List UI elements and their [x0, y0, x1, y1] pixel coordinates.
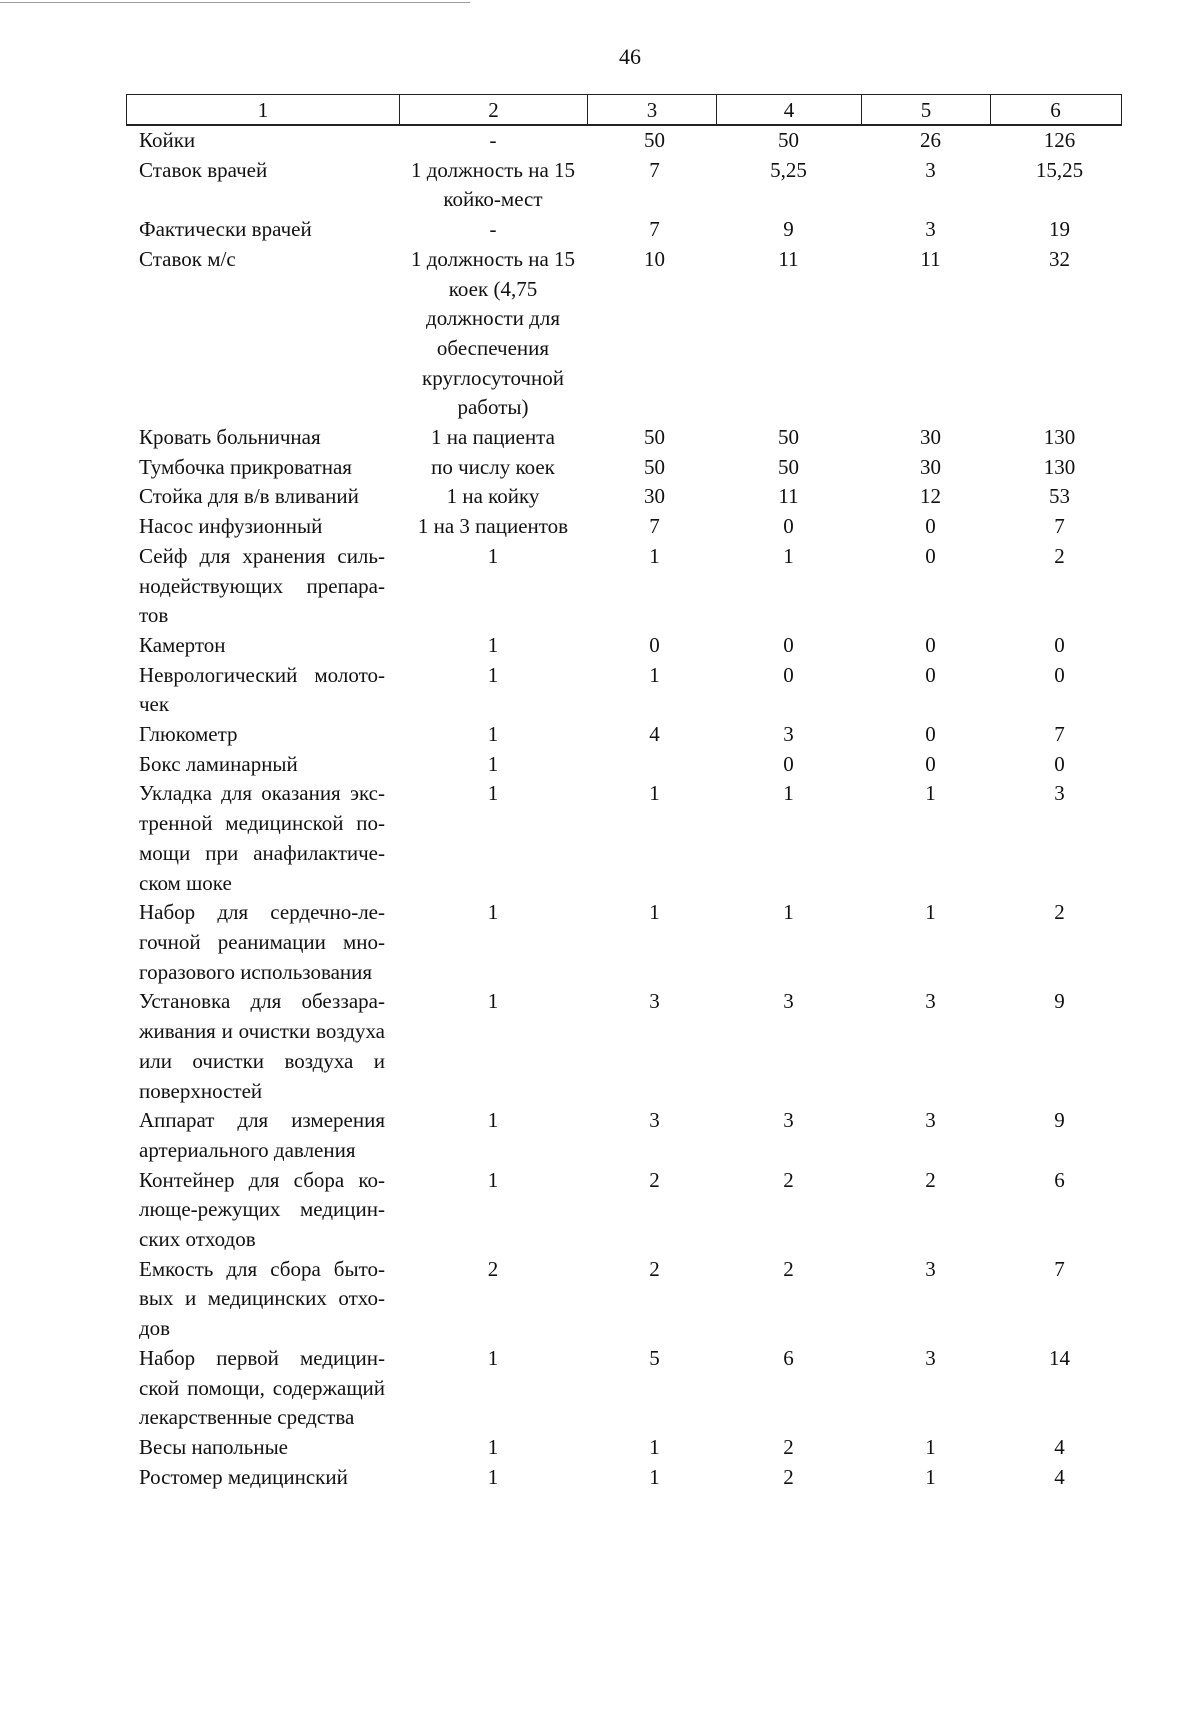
header-cell-col4: 4	[717, 95, 862, 125]
table-row	[126, 1463, 1122, 1493]
norm-cell: 1	[487, 543, 499, 568]
col5-value-cell: 1	[925, 1464, 936, 1489]
col4-value-cell: 5,25	[770, 157, 807, 182]
col4-value-cell: 2	[783, 1167, 794, 1192]
table-row	[126, 1166, 1122, 1255]
col5-value-cell: 0	[925, 543, 936, 568]
item-name-cell: Емкость для сбора бытовых и медицинских отходов	[139, 1256, 385, 1341]
col4-value-cell: 0	[783, 632, 794, 657]
col3-value-cell: 1	[649, 1464, 660, 1489]
table-header-row	[126, 94, 1122, 126]
table-row	[126, 215, 1122, 245]
item-name-cell: Фактически врачей	[139, 217, 312, 242]
col4-value-cell: 9	[783, 217, 794, 242]
norm-cell: -	[489, 128, 497, 152]
header-cell-col5: 5	[862, 95, 991, 125]
item-name-cell: Койки	[139, 128, 196, 152]
col4-value-cell: 0	[783, 514, 794, 539]
item-name-cell: Насос инфузионный	[139, 514, 323, 539]
col3-value-cell	[587, 750, 716, 780]
norm-cell: 1	[487, 1345, 499, 1370]
item-name-cell: Камертон	[139, 632, 226, 657]
table-row	[126, 631, 1122, 661]
norm-cell: 1	[487, 662, 499, 687]
header-cell-col2: 2	[400, 95, 588, 125]
table-row	[126, 1433, 1122, 1463]
table-row	[126, 1106, 1122, 1165]
col6-value-cell: 4	[1054, 1434, 1065, 1459]
table-row	[126, 512, 1122, 542]
norm-cell: 2	[487, 1256, 499, 1281]
col5-value-cell: 0	[925, 722, 936, 747]
col4-value-cell: 0	[783, 751, 794, 776]
col5-value-cell: 30	[920, 425, 941, 450]
table-row	[126, 987, 1122, 1106]
table-row	[126, 779, 1122, 898]
item-name-cell: Тумбочка прикроватная	[139, 454, 352, 479]
table-row	[126, 423, 1122, 453]
col5-value-cell: 0	[925, 514, 936, 539]
col6-value-cell: 130	[1043, 454, 1076, 479]
col3-value-cell: 50	[644, 454, 665, 479]
table-row	[126, 661, 1122, 720]
norm-cell: 1 на пациента	[431, 425, 555, 450]
col4-value-cell: 3	[783, 1108, 794, 1133]
item-name-cell: Ростомер медицинский	[139, 1464, 348, 1489]
table-row	[126, 245, 1122, 423]
col3-value-cell: 10	[644, 246, 665, 271]
col6-value-cell: 4	[1054, 1464, 1065, 1489]
table-row	[126, 898, 1122, 987]
item-name-cell: Укладка для оказания экстренной медицинской помощи при анафилактическом шоке	[139, 781, 385, 895]
equipment-table	[126, 94, 1122, 1492]
table-row	[126, 482, 1122, 512]
col6-value-cell: 15,25	[1035, 157, 1084, 182]
col6-value-cell: 7	[1054, 514, 1065, 539]
col6-value-cell: 130	[1043, 425, 1076, 450]
norm-cell: -	[489, 217, 497, 242]
table-row	[126, 126, 1122, 156]
col3-value-cell: 5	[649, 1345, 660, 1370]
col4-value-cell: 3	[783, 989, 794, 1014]
col3-value-cell: 30	[644, 484, 665, 509]
col5-value-cell: 3	[925, 217, 936, 242]
item-name-cell: Глюкометр	[139, 722, 238, 747]
col5-value-cell: 3	[925, 1256, 936, 1281]
norm-cell: 1	[487, 1434, 499, 1459]
col6-value-cell: 53	[1049, 484, 1070, 509]
norm-cell: 1	[487, 989, 499, 1014]
item-name-cell: Кровать больничная	[139, 425, 321, 450]
table-row	[126, 453, 1122, 483]
page-number: 46	[619, 44, 641, 69]
header-cell-col6: 6	[1050, 98, 1061, 122]
col4-value-cell: 1	[783, 900, 794, 925]
col3-value-cell: 50	[644, 128, 665, 152]
norm-cell: 1	[487, 781, 499, 806]
col6-value-cell: 6	[1054, 1167, 1065, 1192]
item-name-cell: Набор для сердечно-легочной реанимации многоразового использования	[139, 900, 385, 984]
col5-value-cell: 11	[920, 246, 941, 271]
col6-value-cell: 0	[1054, 751, 1065, 776]
col4-value-cell: 2	[783, 1434, 794, 1459]
norm-cell: по числу коек	[431, 454, 555, 479]
col3-value-cell: 2	[649, 1167, 660, 1192]
col5-value-cell: 2	[925, 1167, 936, 1192]
norm-cell: 1	[487, 722, 499, 747]
col4-value-cell: 0	[783, 662, 794, 687]
col6-value-cell: 2	[1054, 900, 1065, 925]
col5-value-cell: 26	[920, 128, 941, 152]
col3-value-cell: 7	[649, 217, 660, 242]
table-row	[126, 1255, 1122, 1344]
col6-value-cell: 7	[1054, 1256, 1065, 1281]
col6-value-cell: 14	[1049, 1345, 1070, 1370]
col5-value-cell: 3	[925, 1345, 936, 1370]
col6-value-cell: 7	[1054, 722, 1065, 747]
norm-cell: 1	[487, 1464, 499, 1489]
col3-value-cell: 1	[649, 543, 660, 568]
col6-value-cell: 32	[1049, 246, 1070, 271]
item-name-cell: Аппарат для измерения артериального давления	[139, 1108, 385, 1162]
col3-value-cell: 1	[649, 781, 660, 806]
col4-value-cell: 50	[778, 128, 799, 152]
col4-value-cell: 2	[783, 1464, 794, 1489]
col3-value-cell: 2	[649, 1256, 660, 1281]
col3-value-cell: 50	[644, 425, 665, 450]
col6-value-cell: 19	[1049, 217, 1070, 242]
col4-value-cell: 50	[778, 425, 799, 450]
table-body	[126, 126, 1122, 1492]
item-name-cell: Стойка для в/в вливаний	[139, 484, 359, 509]
col4-value-cell: 2	[783, 1256, 794, 1281]
table-row	[126, 542, 1122, 631]
col4-value-cell: 1	[783, 543, 794, 568]
norm-cell: 1 на 3 пациентов	[417, 514, 569, 539]
col5-value-cell: 1	[925, 900, 936, 925]
norm-cell: 1	[487, 751, 499, 776]
col3-value-cell: 3	[649, 1108, 660, 1133]
table-row	[126, 1344, 1122, 1433]
col6-value-cell: 0	[1054, 662, 1065, 687]
item-name-cell: Весы напольные	[139, 1434, 288, 1459]
col5-value-cell: 30	[920, 454, 941, 479]
col3-value-cell: 1	[649, 900, 660, 925]
col5-value-cell: 1	[925, 781, 936, 806]
col5-value-cell: 3	[925, 989, 936, 1014]
col3-value-cell: 0	[649, 632, 660, 657]
table-row	[126, 720, 1122, 750]
norm-cell: 1	[487, 1167, 499, 1192]
item-name-cell: Ставок м/с	[139, 246, 236, 271]
header-cell-col3: 3	[588, 95, 717, 125]
col4-value-cell: 11	[778, 246, 799, 271]
col3-value-cell: 7	[649, 157, 660, 182]
col5-value-cell: 1	[925, 1434, 936, 1459]
col6-value-cell: 9	[1054, 1108, 1065, 1133]
col4-value-cell: 50	[778, 454, 799, 479]
table-row	[126, 156, 1122, 215]
norm-cell: 1	[487, 632, 499, 657]
item-name-cell: Набор первой медицинской помощи, содержащий лекарственные средства	[139, 1345, 385, 1430]
col4-value-cell: 6	[783, 1345, 794, 1370]
col3-value-cell: 1	[649, 662, 660, 687]
col3-value-cell: 1	[649, 1434, 660, 1459]
col5-value-cell: 12	[920, 484, 941, 509]
col6-value-cell: 126	[1043, 128, 1076, 152]
header-cell-col1: 1	[127, 95, 400, 125]
col4-value-cell: 3	[783, 722, 794, 747]
norm-cell: 1	[487, 900, 499, 925]
col3-value-cell: 3	[649, 989, 660, 1014]
norm-cell: 1	[487, 1108, 499, 1133]
col5-value-cell: 3	[925, 157, 936, 182]
norm-cell: 1 должность на 15 коек (4,75 должности для обеспечения круглосуточной работы)	[410, 246, 576, 420]
col3-value-cell: 4	[649, 722, 660, 747]
col4-value-cell: 11	[778, 484, 799, 509]
norm-cell: 1 на койку	[446, 484, 540, 509]
col6-value-cell: 0	[1054, 632, 1065, 657]
col4-value-cell: 1	[783, 781, 794, 806]
col5-value-cell: 0	[925, 662, 936, 687]
item-name-cell: Ставок врачей	[139, 157, 268, 182]
item-name-cell: Бокс ламинарный	[139, 751, 298, 776]
table-row	[126, 750, 1122, 780]
col6-value-cell: 9	[1054, 989, 1065, 1014]
item-name-cell: Установка для обеззараживания и очистки воздуха или очистки воздуха и поверхностей	[139, 989, 385, 1103]
col3-value-cell: 7	[649, 514, 660, 539]
item-name-cell: Неврологический молоточек	[139, 662, 385, 717]
col5-value-cell: 0	[925, 632, 936, 657]
scan-edge-line	[0, 2, 470, 3]
col6-value-cell: 2	[1054, 543, 1065, 568]
item-name-cell: Контейнер для сбора колюще-режущих медицинских отходов	[139, 1167, 385, 1252]
col5-value-cell: 0	[925, 751, 936, 776]
item-name-cell: Сейф для хранения сильнодействующих препаратов	[139, 543, 385, 628]
col6-value-cell: 3	[1054, 781, 1065, 806]
col5-value-cell: 3	[925, 1108, 936, 1133]
norm-cell: 1 должность на 15 койко-мест	[410, 157, 576, 212]
